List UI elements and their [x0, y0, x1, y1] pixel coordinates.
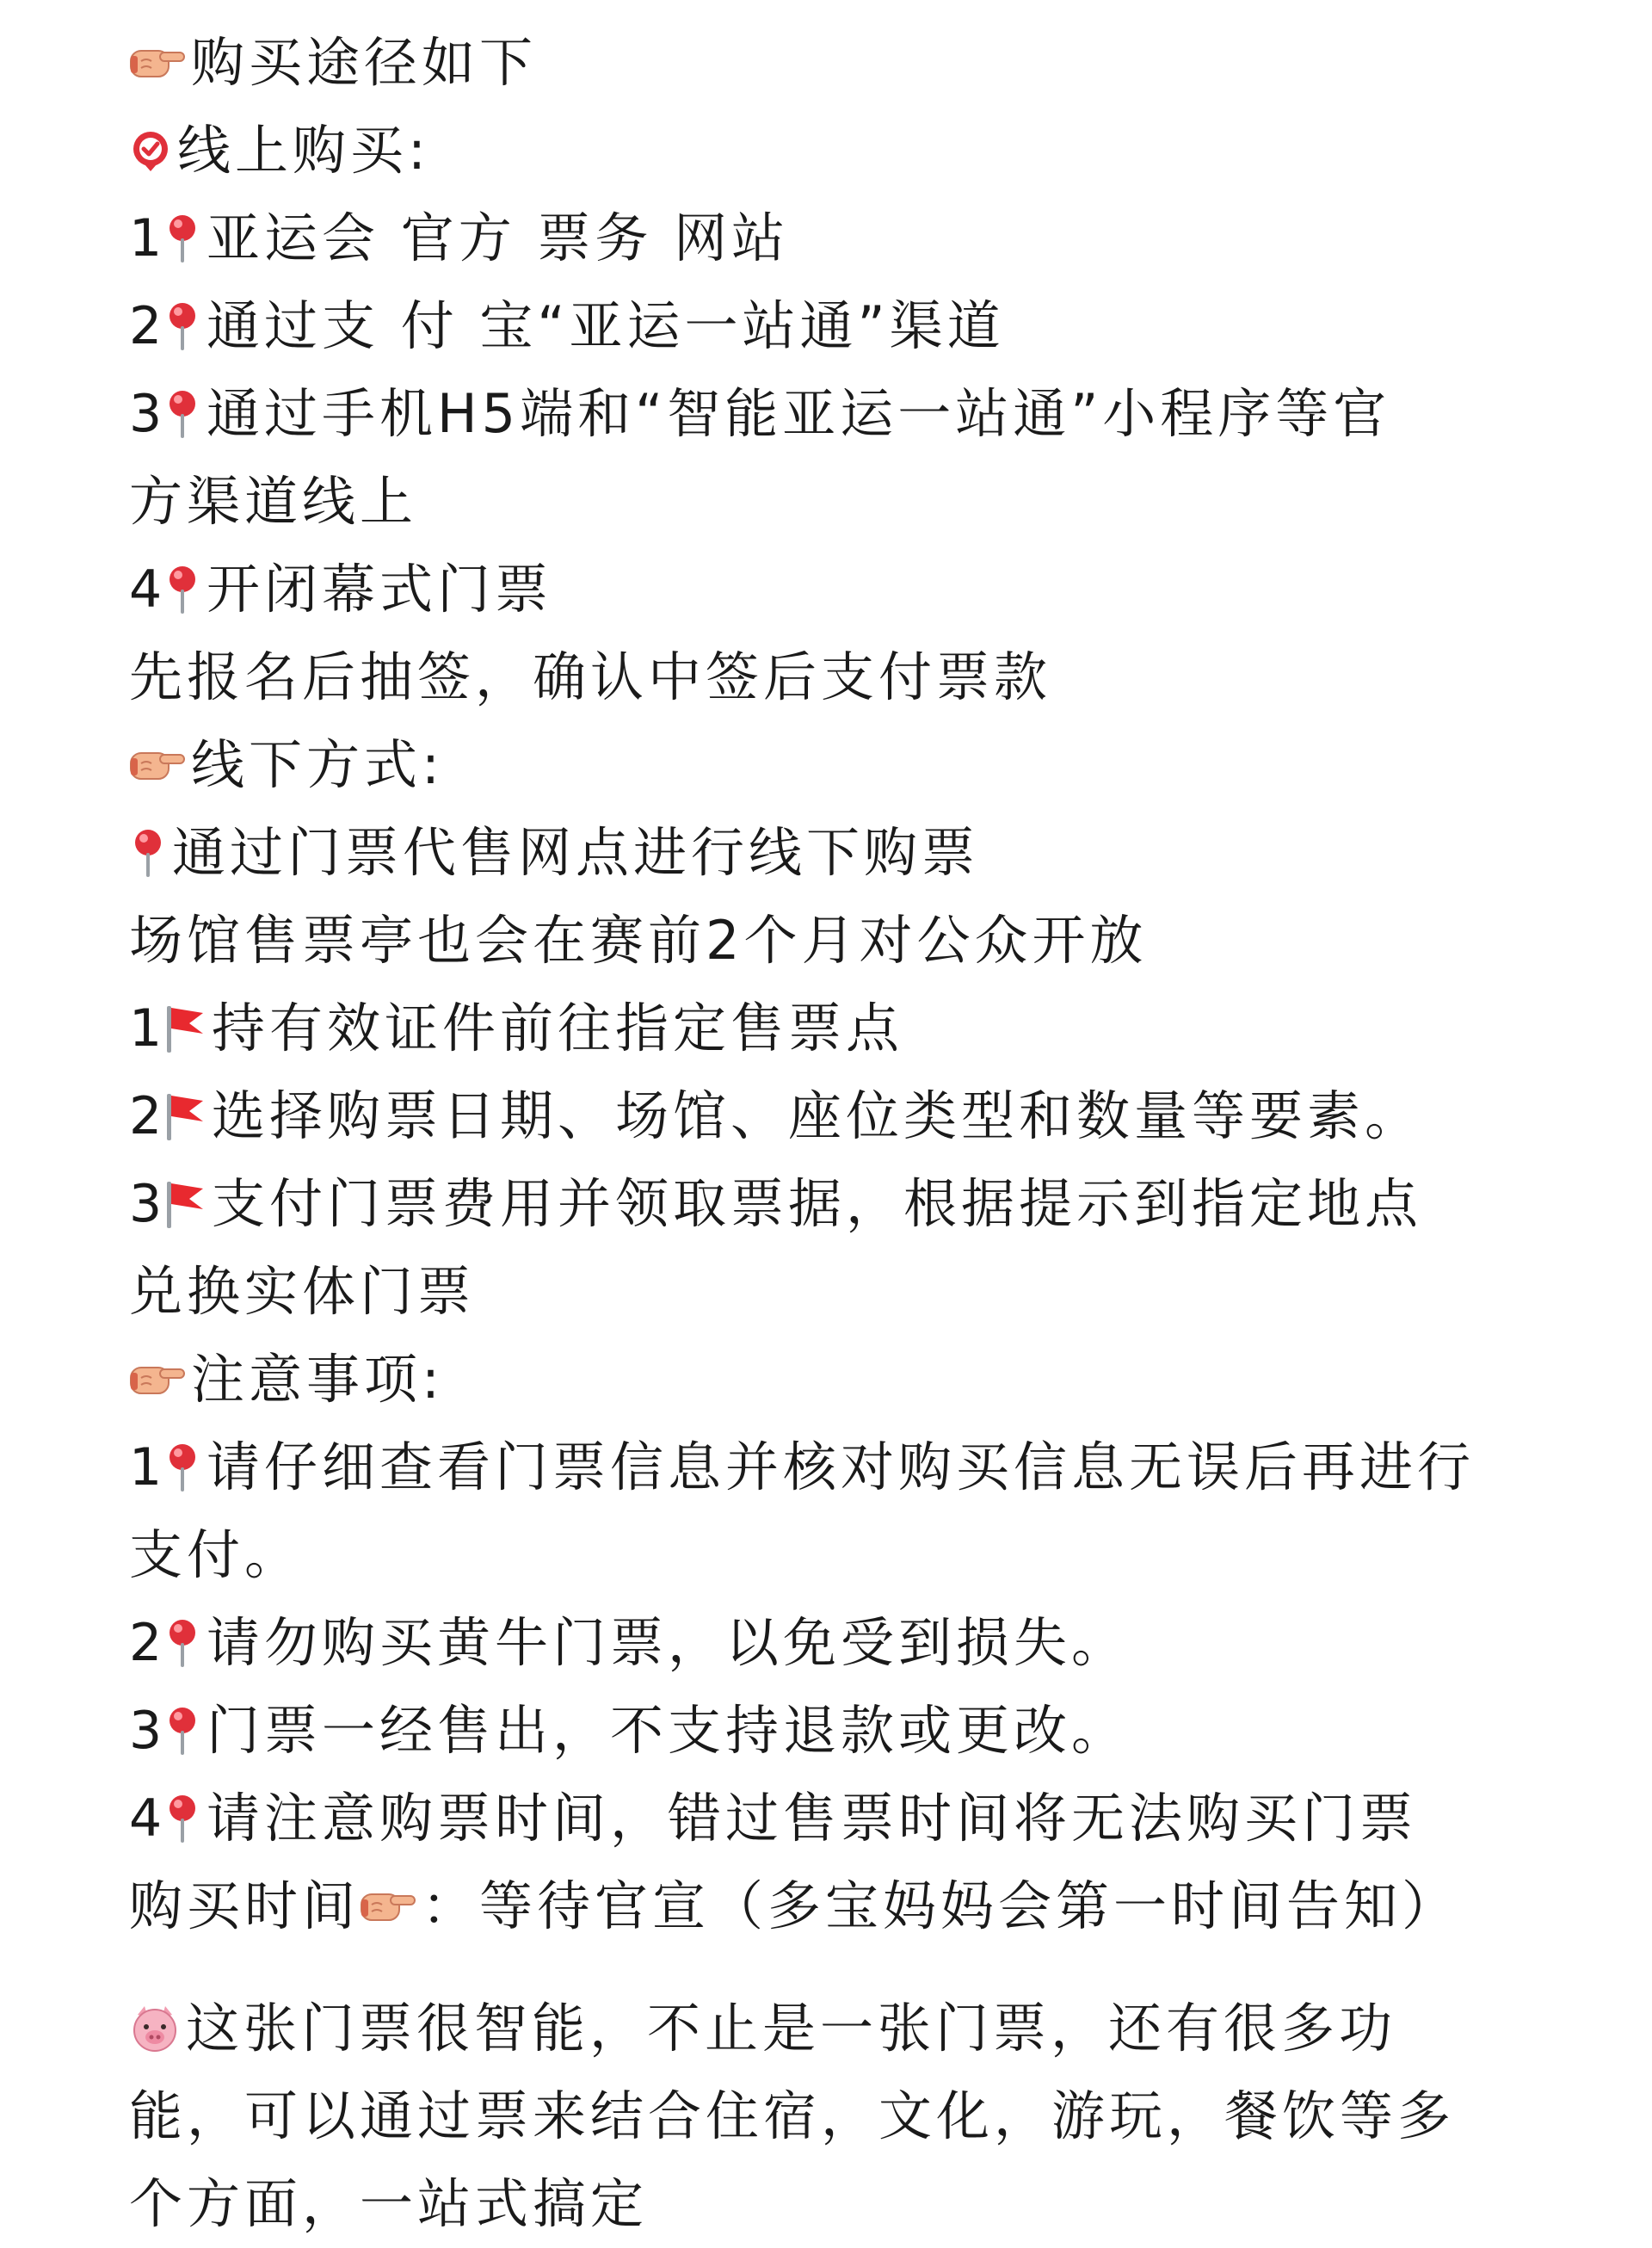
offline-step-text: 支付门票费用并领取票据，根据提示到指定地点	[212, 1172, 1423, 1235]
item-number: 4	[129, 1788, 163, 1849]
notes-item	[129, 1687, 1609, 1775]
online-item	[129, 195, 1609, 282]
notes-item-continuation	[129, 1511, 1609, 1599]
offline-pin-line	[129, 809, 1609, 897]
offline-note	[129, 897, 1609, 985]
item-number: 1	[129, 208, 163, 269]
round-pushpin-icon	[163, 1617, 201, 1669]
item-number: 2	[129, 1613, 163, 1673]
item-number: 1	[129, 1437, 163, 1498]
continuation-text: 兑换实体门票	[129, 1260, 476, 1323]
round-pushpin-icon	[163, 1442, 201, 1493]
round-pushpin-icon	[163, 1705, 201, 1757]
online-item-text: 亚运会 官方 票务 网站	[206, 207, 790, 269]
online-heading	[129, 107, 1609, 195]
pointing-hand-icon	[129, 1361, 186, 1399]
red-flag-icon	[163, 1090, 206, 1142]
online-item	[129, 546, 1609, 633]
continuation-text: 方渠道线上	[129, 470, 418, 533]
item-number: 3	[129, 1701, 163, 1761]
check-target-icon	[129, 128, 172, 173]
red-flag-icon	[163, 1003, 206, 1054]
round-pushpin-icon	[163, 300, 201, 352]
notes-heading	[129, 1336, 1609, 1424]
step-number: 2	[129, 1086, 163, 1146]
pointing-hand-icon	[360, 1887, 416, 1925]
closing-line	[129, 2160, 1609, 2248]
item-number: 3	[129, 384, 163, 444]
purchase-time-value: ：等待官宣（多宝妈妈会第一时间告知）	[422, 1874, 1460, 1937]
offline-step	[129, 1160, 1609, 1248]
online-item	[129, 370, 1609, 458]
purchase-time-line	[129, 1862, 1609, 1950]
online-item-continuation	[129, 458, 1609, 546]
round-pushpin-icon	[163, 213, 201, 264]
purchase-time-label: 购买时间	[129, 1874, 361, 1937]
notes-heading-text: 注意事项:	[191, 1348, 444, 1411]
offline-step	[129, 1072, 1609, 1160]
offline-step-text: 选择购票日期、场馆、座位类型和数量等要素。	[212, 1084, 1423, 1147]
online-heading-text: 线上购买:	[177, 119, 430, 182]
closing-text-3: 个方面，一站式搞定	[129, 2172, 649, 2235]
notes-item-text: 门票一经售出，不支持退款或更改。	[206, 1699, 1130, 1762]
closing-text-1: 这张门票很智能，不止是一张门票，还有很多功	[186, 1997, 1397, 2060]
notes-item-text: 请勿购买黄牛门票，以免受到损失。	[206, 1611, 1130, 1674]
pointing-hand-icon	[129, 746, 186, 784]
pig-face-icon	[129, 2004, 181, 2053]
red-flag-icon	[163, 1178, 206, 1230]
notes-item	[129, 1424, 1609, 1511]
notes-item-text: 请仔细查看门票信息并核对购买信息无误后再进行	[206, 1436, 1476, 1498]
purchase-heading-text: 购买途径如下	[191, 31, 538, 94]
closing-line	[129, 2072, 1609, 2160]
offline-step	[129, 985, 1609, 1072]
notes-item	[129, 1775, 1609, 1862]
round-pushpin-icon	[163, 388, 201, 440]
item-number: 2	[129, 296, 163, 356]
continuation-text: 支付。	[129, 1523, 303, 1586]
spacer	[129, 1950, 1609, 1985]
item-number: 4	[129, 559, 163, 620]
round-pushpin-icon	[163, 1793, 201, 1844]
offline-step-text: 持有效证件前往指定售票点	[212, 997, 904, 1059]
step-number: 3	[129, 1174, 163, 1234]
offline-step-continuation	[129, 1248, 1609, 1336]
step-number: 1	[129, 998, 163, 1059]
offline-note-text: 场馆售票亭也会在赛前2个月对公众开放	[129, 909, 1148, 972]
online-item-text: 通过手机H5端和“智能亚运一站通”小程序等官	[206, 382, 1391, 445]
continuation-text: 先报名后抽签，确认中签后支付票款	[129, 645, 1052, 708]
document-body	[129, 19, 1609, 2248]
pointing-hand-icon	[129, 44, 186, 82]
closing-line	[129, 1985, 1609, 2072]
offline-pin-text: 通过门票代售网点进行线下购票	[172, 821, 980, 884]
notes-item-text: 请注意购票时间，错过售票时间将无法购买门票	[206, 1787, 1418, 1850]
online-item-text: 通过支 付 宝“亚运一站通”渠道	[206, 294, 1005, 357]
online-item	[129, 282, 1609, 370]
online-item-text: 开闭幕式门票	[206, 558, 553, 621]
offline-heading-text: 线下方式:	[191, 733, 444, 796]
closing-text-2: 能，可以通过票来结合住宿，文化，游玩，餐饮等多	[129, 2084, 1456, 2147]
round-pushpin-icon	[163, 564, 201, 615]
purchase-heading	[129, 19, 1609, 107]
online-item-continuation	[129, 633, 1609, 721]
round-pushpin-icon	[129, 827, 167, 879]
offline-heading	[129, 721, 1609, 809]
notes-item	[129, 1599, 1609, 1687]
